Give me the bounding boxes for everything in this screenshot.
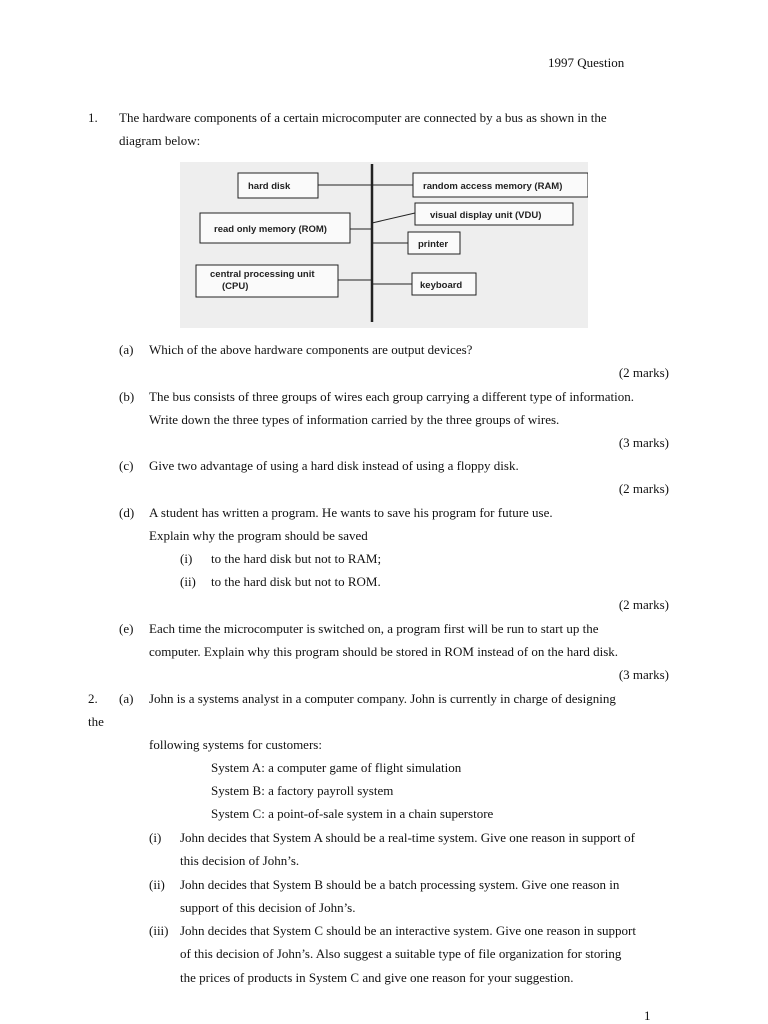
- label-keyboard: keyboard: [420, 280, 463, 291]
- q1e-line1: Each time the microcomputer is switched on, a program first will be run to start up the: [149, 621, 599, 636]
- q1a-marks: (2 marks): [618, 365, 669, 380]
- q1d-ii-text: to the hard disk but not to ROM.: [211, 574, 381, 589]
- q1-number: 1.: [88, 110, 98, 125]
- bus-diagram: [180, 162, 588, 328]
- q1b-line2: Write down the three types of information carried by the three groups of wires.: [149, 412, 560, 427]
- q1a-tag: (a): [119, 342, 134, 357]
- q2-system-a: System A: a computer game of flight simulation: [211, 760, 462, 775]
- q1d-ii-tag: (ii): [180, 574, 196, 589]
- q1c-marks: (2 marks): [618, 481, 669, 496]
- label-ram: random access memory (RAM): [423, 181, 563, 192]
- q1b-line1: The bus consists of three groups of wires each group carrying a different type of information.: [149, 389, 634, 404]
- q1d-line2: Explain why the program should be saved: [149, 528, 368, 543]
- q2-number: 2.: [88, 691, 98, 706]
- q1b-marks: (3 marks): [618, 435, 669, 450]
- label-vdu: visual display unit (VDU): [430, 210, 542, 221]
- q1-intro-line2: diagram below:: [119, 133, 201, 148]
- label-printer: printer: [418, 239, 449, 250]
- bus-diagram-svg: [180, 162, 588, 328]
- label-cpu: central processing unit: [210, 269, 315, 280]
- q1a-line1: Which of the above hardware components are output devices?: [149, 342, 473, 357]
- q1d-tag: (d): [119, 505, 135, 520]
- q2a-tag: (a): [119, 691, 134, 706]
- q2a-wrap: the: [88, 714, 104, 729]
- q2a-line1: John is a systems analyst in a computer company. John is currently in charge of designing: [149, 691, 616, 706]
- q1d-line1: A student has written a program. He wants to save his program for future use.: [149, 505, 553, 520]
- q2-iii-line2: of this decision of John’s. Also suggest a suitable type of file organization for storing: [180, 946, 622, 961]
- label-rom: read only memory (ROM): [214, 224, 327, 235]
- label-hard-disk: hard disk: [248, 181, 291, 192]
- q1d-marks: (2 marks): [618, 597, 669, 612]
- q1b-tag: (b): [119, 389, 135, 404]
- q2-system-c: System C: a point-of-sale system in a chain superstore: [211, 806, 494, 821]
- q2-i-line1: John decides that System A should be a real-time system. Give one reason in support of: [180, 830, 635, 845]
- q2a-line2: following systems for customers:: [149, 737, 322, 752]
- q1e-line2: computer. Explain why this program should be stored in ROM instead of on the hard disk.: [149, 644, 619, 659]
- q1e-marks: (3 marks): [618, 667, 669, 682]
- page-number: 1: [644, 1008, 651, 1023]
- q2-system-b: System B: a factory payroll system: [211, 783, 394, 798]
- q1-intro-line1: The hardware components of a certain microcomputer are connected by a bus as shown in the: [119, 110, 607, 125]
- q1c-line1: Give two advantage of using a hard disk instead of using a floppy disk.: [149, 458, 519, 473]
- q1c-tag: (c): [119, 458, 134, 473]
- q1e-tag: (e): [119, 621, 134, 636]
- q2-i-tag: (i): [149, 830, 162, 845]
- q2-ii-line2: support of this decision of John’s.: [180, 900, 356, 915]
- year-header: 1997 Question: [548, 55, 625, 70]
- q2-ii-line1: John decides that System B should be a batch processing system. Give one reason in: [180, 877, 620, 892]
- q2-iii-tag: (iii): [149, 923, 169, 938]
- q1d-i-text: to the hard disk but not to RAM;: [211, 551, 382, 566]
- q2-iii-line3: the prices of products in System C and give one reason for your suggestion.: [180, 970, 574, 985]
- q2-i-line2: this decision of John’s.: [180, 853, 300, 868]
- q2-ii-tag: (ii): [149, 877, 165, 892]
- label-cpu-abbr: (CPU): [222, 281, 249, 292]
- q1d-i-tag: (i): [180, 551, 193, 566]
- q2-iii-line1: John decides that System C should be an interactive system. Give one reason in support: [180, 923, 636, 938]
